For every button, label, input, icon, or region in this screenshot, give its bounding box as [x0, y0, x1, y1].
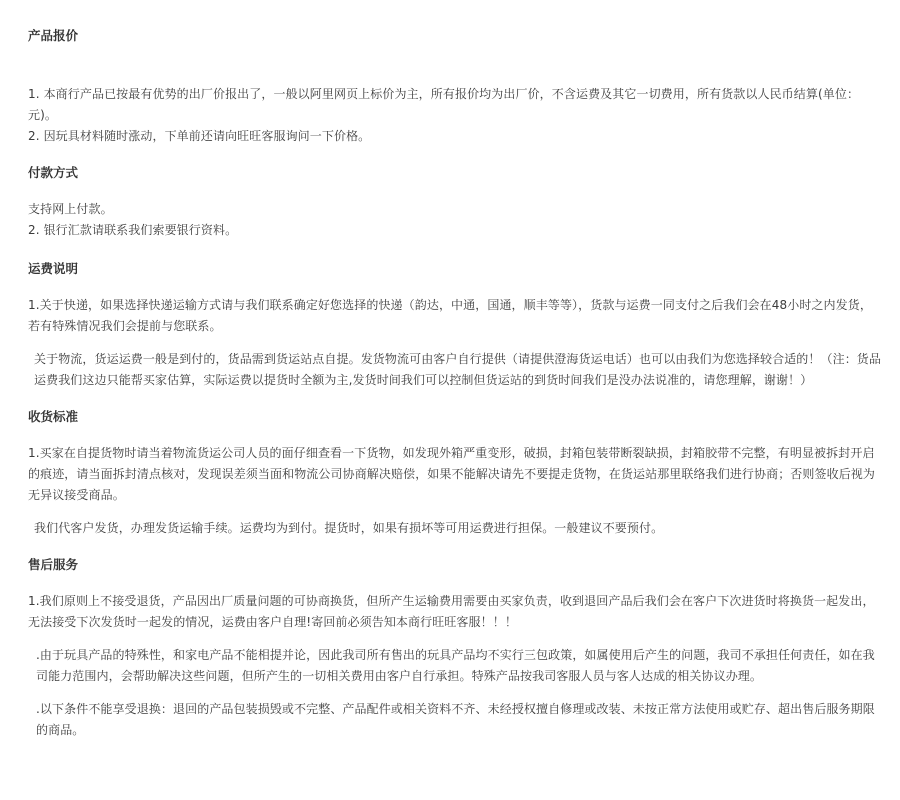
section-title-pricing: 产品报价: [28, 28, 79, 43]
pricing-body: [28, 84, 882, 147]
section-title-after-sales: 售后服务: [28, 557, 79, 572]
pricing-line-2: 2. 因玩具材料随时涨动，下单前还请向旺旺客服询问一下价格。: [28, 129, 371, 143]
shipping-paragraph-logistics: 关于物流，货运运费一般是到付的，货品需到货运站点自提。发货物流可由客户自行提供（请提供澄海货运电话）也可以由我们为您选择较合适的！（注：货品运费我们这边只能帮买家估算，实际运费以提货时全额为主,发货时间我们可以控制但货运站的到货时间我们是没办法说准的，请您理解，谢谢！）: [34, 352, 882, 387]
after-sales-paragraph-returns: 1.我们原则上不接受退货，产品因出厂质量问题的可协商换货，但所产生运输费用需要由买家负责，收到退回产品后我们会在客户下次进货时将换货一起发出，无法接受下次发货时一起发的情况，运费由客户自理!寄回前必须告知本商行旺旺客服！！！: [28, 594, 875, 629]
receipt-paragraph-delivery: 我们代客户发货，办理发货运输手续。运费均为到付。提货时，如果有损坏等可用运费进行担保。一般建议不要预付。: [34, 521, 664, 535]
payment-line-1: 支持网上付款。: [28, 202, 113, 216]
after-sales-paragraph-warranty: .由于玩具产品的特殊性，和家电产品不能相提并论，因此我司所有售出的玩具产品均不实行三包政策，如属使用后产生的问题，我司不承担任何责任，如在我司能力范围内，会帮助解决这些问题，但所产生的一切相关费用由客户自行承担。特殊产品按我司客服人员与客人达成的相关协议办理。: [36, 648, 875, 683]
section-title-payment: 付款方式: [28, 165, 79, 180]
pricing-line-1: 1. 本商行产品已按最有优势的出厂价报出了，一般以阿里网页上标价为主，所有报价均为出厂价，不含运费及其它一切费用，所有货款以人民币结算(单位：元)。: [28, 87, 860, 122]
shipping-paragraph-express: 1.关于快递，如果选择快递运输方式请与我们联系确定好您选择的快递（韵达，中通，国通，顺丰等等），货款与运费一同支付之后我们会在48小时之内发货，若有特殊情况我们会提前与您联系。: [28, 298, 872, 333]
receipt-paragraph-inspection: 1.买家在自提货物时请当着物流货运公司人员的面仔细查看一下货物，如发现外箱严重变形，破损，封箱包装带断裂缺损，封箱胶带不完整，有明显被拆封开启的痕迹，请当面拆封清点核对，发现误差须当面和物流公司协商解决赔偿，如果不能解决请先不要提走货物，在货运站那里联络我们进行协商；否则签收后视为无异议接受商品。: [28, 446, 876, 502]
payment-line-2: 2. 银行汇款请联系我们索要银行资料。: [28, 223, 238, 237]
payment-body: [28, 199, 882, 241]
after-sales-paragraph-exclusions: .以下条件不能享受退换：退回的产品包装损毁或不完整、产品配件或相关资料不齐、未经授权擅自修理或改装、未按正常方法使用或贮存、超出售后服务期限的商品。: [36, 702, 875, 737]
section-title-receipt: 收货标准: [28, 409, 79, 424]
section-title-shipping: 运费说明: [28, 261, 79, 276]
